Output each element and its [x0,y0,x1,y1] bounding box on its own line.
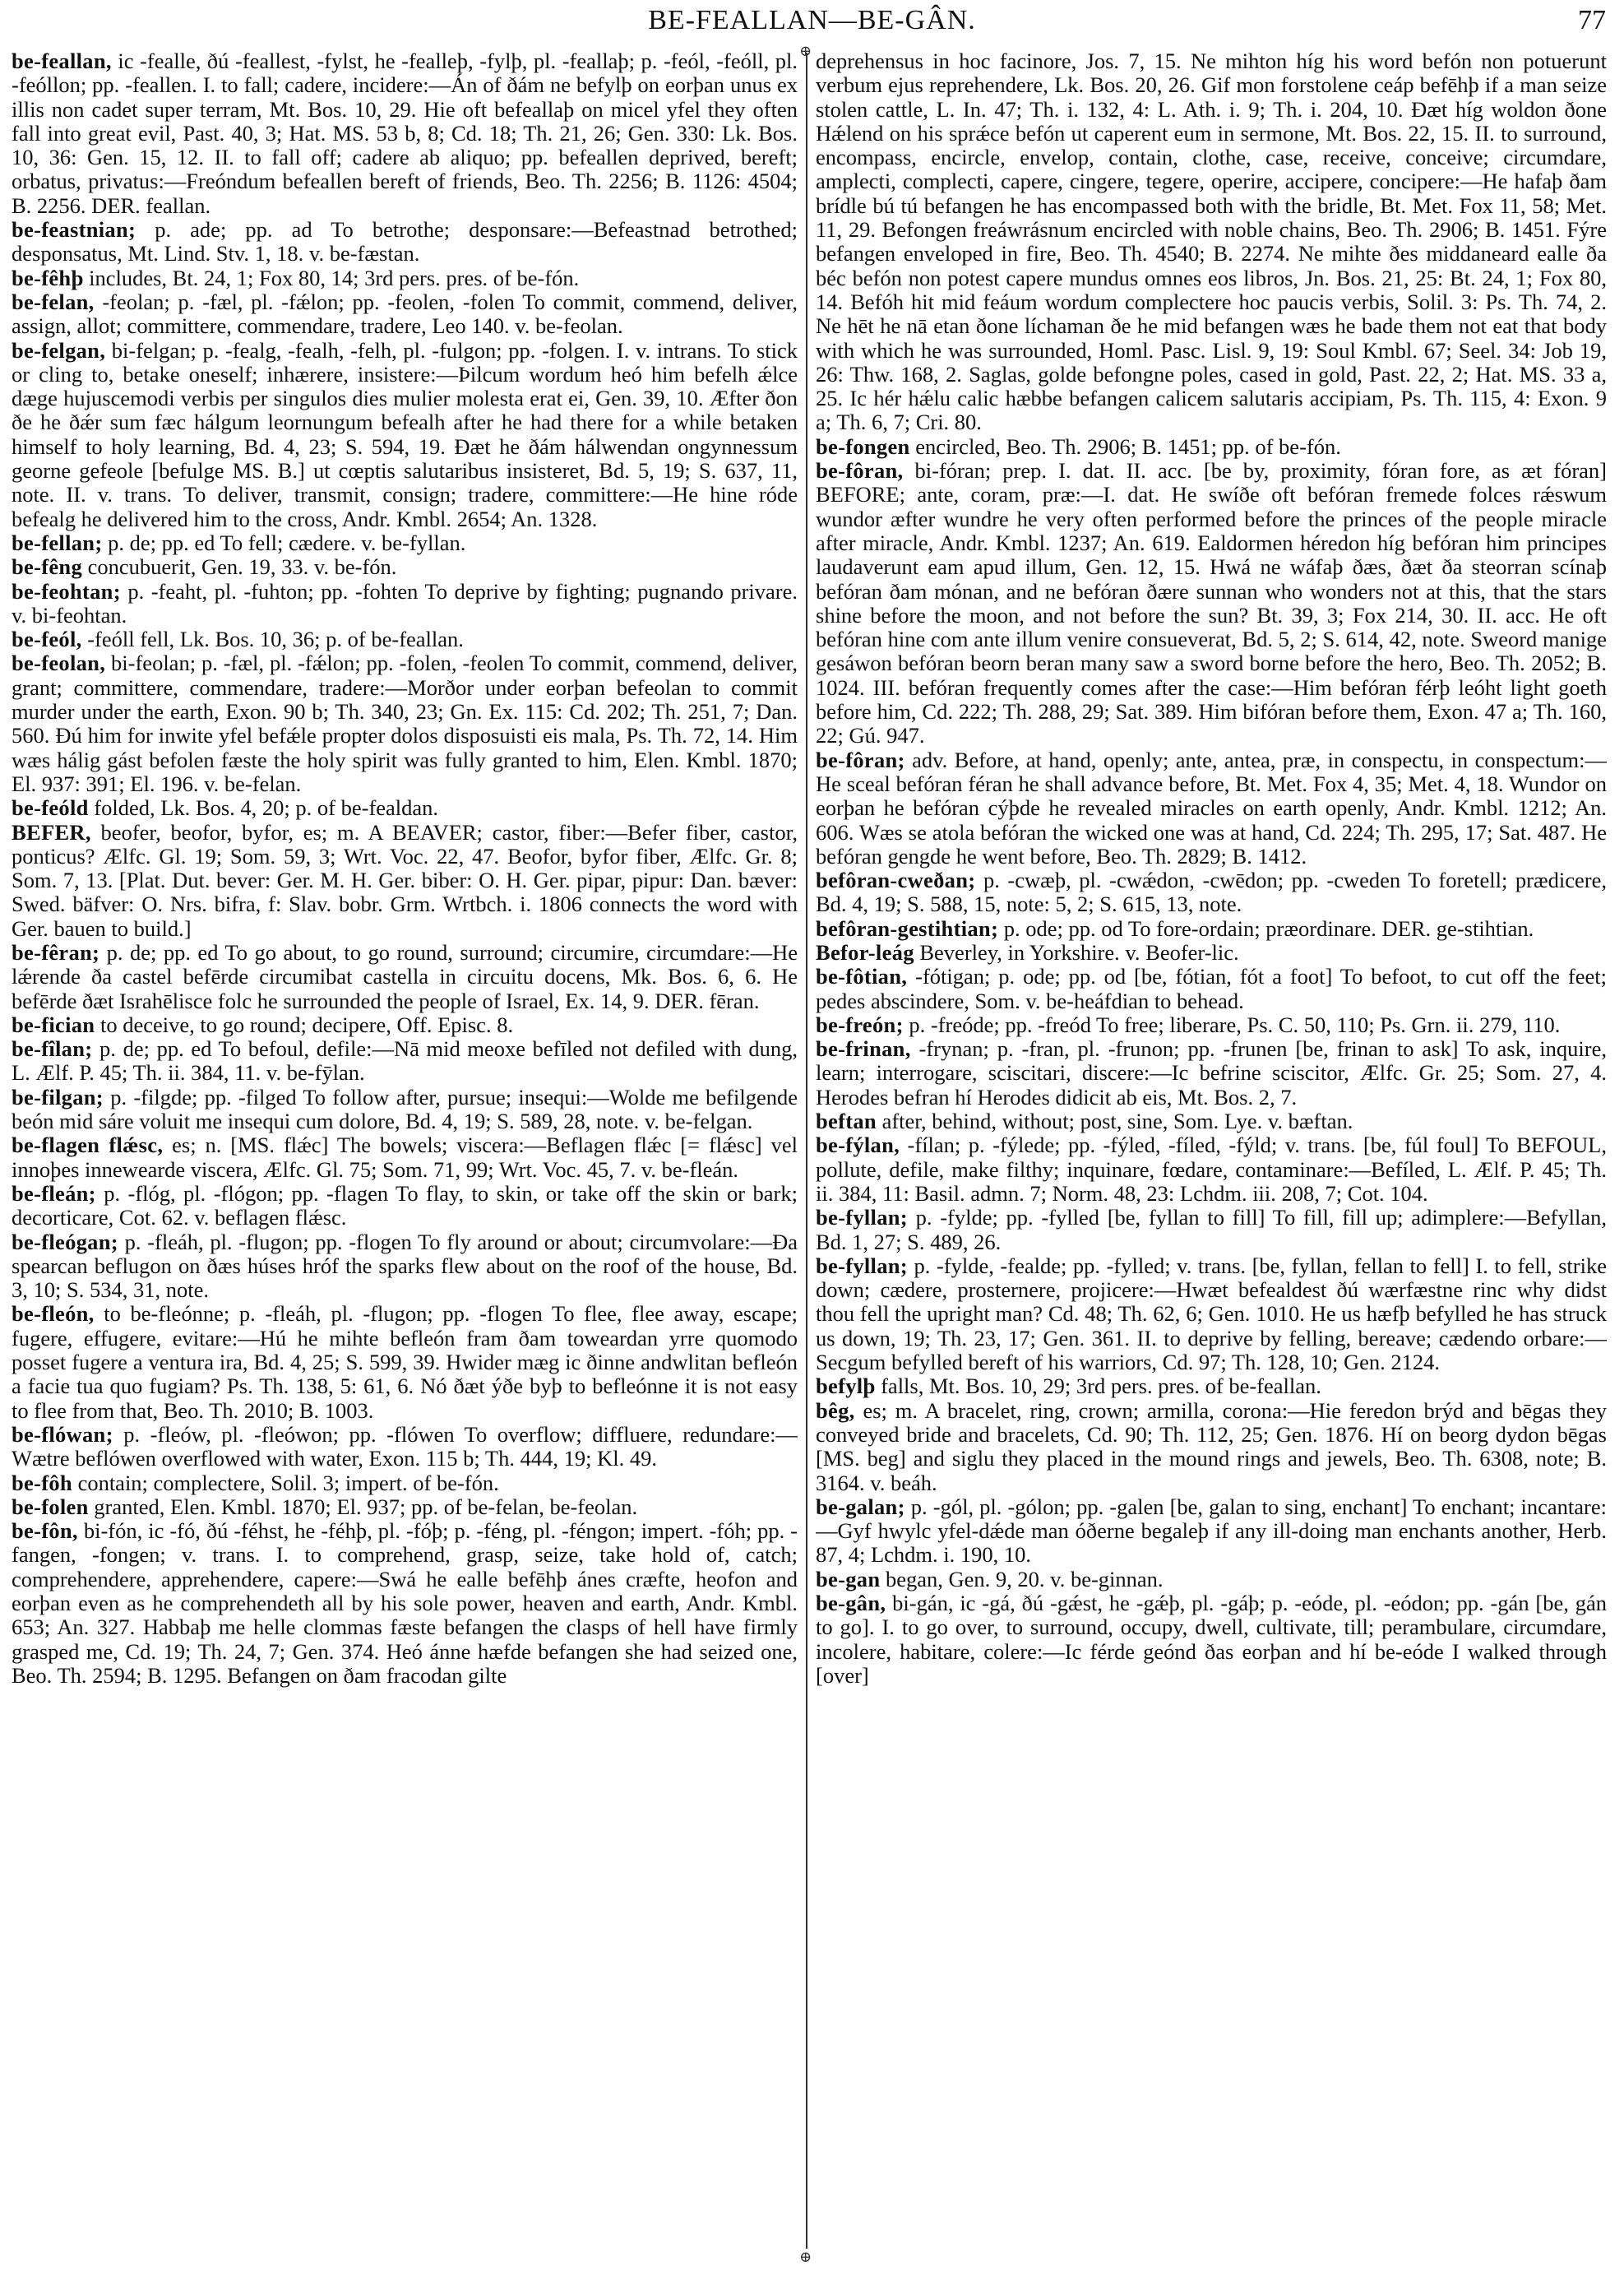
headword: Befor-leág [816,939,914,965]
headword: be-feallan, [12,49,112,73]
entry-text: p. ade; pp. ad To betrothe; desponsare:—Befeastnad betrothed; desponsatus, Mt. Lind. Stv. 1, 18. v. be-fæstan. [12,217,798,266]
entry-text: -frynan; p. -fran, pl. -frunon; pp. -frunen [be, frinan to ask] To ask, inquire, learn; interrogare, sciscitari, discere:—Ic befrine sciscitor, Ælfc. Gr. 25; Som. 27, 4. Herodes befran hí Herodes didicit ab eis, Mt. Bos. 2, 7. [816,1036,1607,1110]
headword: be-feastnian; [12,217,136,243]
entry-text: p. de; pp. ed To fell; cædere. v. be-fyllan. [102,530,466,555]
dictionary-entry [816,748,1607,869]
headword: be-folen [12,1494,89,1519]
headword: be-flówan; [12,1421,113,1447]
dictionary-entry [12,941,798,1013]
entry-text: bi-fón, ic -fó, ðú -féhst, he -féhþ, pl. -fóþ; p. -féng, pl. -féngon; impert. -fóh; pp. -fangen, -fongen; v. trans. I. to comprehend, grasp, seize, take hold of, catch; comprehendere, apprehendere, capere:—Swá he ealle befēhþ ánes cræfte, heofon and eorþan even as he comprehendeth all by his sole power, heaven and earth, Andr. Kmbl. 653; An. 327. Habbaþ me helle clommas fæste befangen the clasps of hell have firmly grasped me, Cd. 19; Th. 24, 7; Gen. 374. Heó ánne hæfde befangen she had seized one, Beo. Th. 2594; B. 1295. Befangen on ðam fracodan gilte [12,1518,798,1688]
entry-text: p. -fylde, -fealde; pp. -fylled; v. trans. [be, fyllan, fellan to fell] I. to fell, strike down; cædere, prosternere, projicere:—Hwæt befealdest ðú wærfæstne rinc why didst thou fell the upright man? Cd. 48; Th. 62, 6; Gen. 1010. He us hæfþ befylled he has struck us down, 19; Th. 23, 17; Gen. 361. II. to deprive by felling, bereave; cædendo orbare:—Secgum befylled bereft of his warriors, Cd. 97; Th. 128, 10; Gen. 2124. [816,1253,1607,1375]
dictionary-entry [816,1399,1607,1495]
dictionary-entry [816,869,1607,917]
entry-text: to be-fleónne; p. -fleáh, pl. -flugon; pp. -flogen To flee, flee away, escape; fugere, effugere, evitare:—Hú he mihte befleón fram ðam toweardan yrre quomodo posset fugere a ventura ira, Bd. 4, 25; S. 599, 39. Hwider mæg ic ðinne andwlitan befleón a facie tua quo fugiam? Ps. Th. 138, 5: 61, 6. Nó ðæt ýðe byþ to befleónne it is not easy to flee from that, Beo. Th. 2010; B. 1003. [12,1301,798,1423]
page-header [0,5,1624,38]
headword: be-feól, [12,627,82,652]
entry-text: bi-felgan; p. -fealg, -fealh, -felh, pl. -fulgon; pp. -folgen. I. v. intrans. To stick or cling to, betake oneself; inhærere, insistere:—Þilcum wordum heó him befelh ǽlce dæge hujuscemodi verbis per singulos dies mulier molesta erat ei, Gen. 39, 10. Æfter ðon ðe he ðǽr sum fæc hálgum leornungum befealh after he had there for a while betaken himself to holy learning, Bd. 4, 23; S. 594, 19. Ðæt he ðám hálwendan ongynnessum georne gefeole [befulge MS. B.] ut cœptis salutaribus insisteret, Bd. 5, 19; S. 637, 11, note. II. v. trans. To deliver, transmit, consign; tradere, committere:—He hine róde befealg he delivered him to the cross, Andr. Kmbl. 2654; An. 1328. [12,337,798,531]
entry-text: p. -freóde; pp. -freód To free; liberare, Ps. C. 50, 110; Ps. Grn. ii. 279, 110. [903,1012,1561,1037]
headword: be-gân, [816,1591,886,1615]
entry-text: p. -fylde; pp. -fylled [be, fyllan to fill] To fill, fill up; adimplere:—Befyllan, Bd. 1, 27; S. 489, 26. [816,1205,1607,1254]
entry-text: adv. Before, at hand, openly; ante, antea, præ, in conspectu, in conspectum:—He sceal befóran féran he shall advance before, Bt. Met. Fox 4, 35; Met. 4, 18. Wundor on eorþan he befóran cýþde he revealed miracles on earth openly, Andr. Kmbl. 1212; An. 606. Wæs se atola befóran the wicked one was at hand, Cd. 224; Th. 295, 17; Sat. 487. He befóran gengde he went before, Beo. Th. 2829; B. 1412. [816,747,1607,869]
headword: be-felgan, [12,337,106,363]
headword: be-fleán; [12,1180,96,1206]
entry-text: bi-gán, ic -gá, ðú -gǽst, he -gǽþ, pl. -gáþ; p. -eóde, pl. -eódon; pp. -gán [be, gán to go]. I. to go over, to surround, occupy, dwell, cultivate, till; perambulare, circumdare, incolere, habitare, colere:—Ic férde geónd ðas eorþan and hí be-eóde I walked through [over] [816,1591,1607,1688]
entry-text: p. -flóg, pl. -flógon; pp. -flagen To flay, to skin, or take off the skin or bark; decorticare, Cot. 62. v. beflagen flǽsc. [12,1180,798,1230]
entry-text: falls, Mt. Bos. 10, 29; 3rd pers. pres. of be-feallan. [875,1374,1321,1399]
dictionary-entry [12,1302,798,1422]
dictionary-entry [12,531,798,555]
entry-text: ic -fealle, ðú -feallest, -fylst, he -fealleþ, -fylþ, pl. -feallaþ; p. -feól, -feóll, pl. -feóllon; pp. -feallen. I. to fall; cadere, incidere:—Án of ðám ne befylþ on eorþan unus ex illis non cadet super terram, Mt. Bos. 10, 29. Hie oft befeallaþ on micel yfel they often fall into great evil, Past. 40, 3; Hat. MS. 53 b, 8; Cd. 18; Th. 21, 26; Gen. 330: Lk. Bos. 10, 36: Gen. 15, 12. II. to fall off; cadere ab aliquo; pp. befeallen deprived, bereft; orbatus, privatus:—Freóndum befeallen bereft of friends, Beo. Th. 2256; B. 1126: 4504; B. 2256. DER. feallan. [12,49,798,218]
headword: bêg, [816,1397,855,1423]
dictionary-entry [12,266,798,290]
entry-text: p. de; pp. ed To befoul, defile:—Nā mid meoxe befīled not defiled with dung, L. Ælf. P. 45; Th. ii. 384, 11. v. be-fȳlan. [12,1036,798,1086]
dictionary-entry [12,49,798,218]
entry-text: -feolan; p. -fæl, pl. -fǽlon; pp. -feolen, -folen To commit, commend, deliver, assign, allot; committere, commendare, tradere, Leo 140. v. be-feolan. [12,289,798,339]
entry-text: p. -gól, pl. -gólon; pp. -galen [be, galan to sing, enchant] To enchant; incantare:—Gyf hwylc yfel-dǽde man óðerne begaleþ if any ill-doing man enchants another, Herb. 87, 4; Lchdm. i. 190, 10. [816,1494,1607,1568]
dictionary-entry [816,1568,1607,1591]
headword: be-fôran; [816,747,905,772]
headword: be-fician [12,1012,95,1037]
entry-text: bi-fóran; prep. I. dat. II. acc. [be by, proximity, fóran fore, as æt fóran] BEFORE; ante, coram, præ:—I. dat. He swíðe oft befóran fremede folces rǽswum wundor æfter wundre he very often performed before the princes of the people miracle after miracle, Andr. Kmbl. 1237; An. 619. Ealdormen héredon híg befóran him principes laudaverunt eam apud illum, Gen. 12, 15. Hwá ne wáfaþ ðæs, ðæt ða steorran scínaþ befóran ðam mónan, and ne befóran ðære sunnan who wonders not at this, that the stars shine before the moon, and not before the sun? Bt. 39, 3; Fox 214, 30. II. acc. He oft befóran hine com ante illum venire consueverat, Bd. 5, 2; S. 614, 42, note. Sweord manige gesáwon befóran beorn beran many saw a sword borne before the hero, Beo. Th. 2052; B. 1024. III. befóran frequently comes after the case:—Him befóran férþ leóht light goeth before him, Cd. 222; Th. 288, 29; Sat. 389. Him bifóran before them, Exon. 47 a; Th. 160, 22; Gú. 947. [816,458,1607,748]
entry-text: p. -feaht, pl. -fuhton; pp. -fohten To deprive by fighting; pugnando privare. v. bi-feohtan. [12,578,798,628]
dictionary-entry [816,941,1607,965]
entry-text: deprehensus in hoc facinore, Jos. 7, 15. Ne mihton híg his word befón non potuerunt verbum ejus reprehendere, Lk. Bos. 20, 26. Gif mon forstolene ceáp befēhþ if a man seize stolen cattle, L. In. 47; Th. i. 132, 4: L. Ath. i. 9; Th. i. 204, 10. Ðæt híg woldon ðone Hǽlend on his sprǽce befón ut caperent eum in sermone, Mt. Bos. 22, 15. II. to surround, encompass, encircle, envelop, contain, clothe, case, receive, conceive; circumdare, amplecti, complecti, capere, cingere, tegere, operire, accipere, concipere:—He hafaþ ðam brídle bú tú befangen he has encompassed both with the bridle, Bt. Met. Fox 11, 58; Met. 11, 29. Befongen freáwrásnum encircled with noble chains, Beo. Th. 2906; B. 1451. Fýre befangen enveloped in fire, Beo. Th. 4540; B. 2274. Ne mihte ðes middaneard ealle ða béc befón non potest capere mundus omnes eos libros, Jn. Bos. 21, 25: Bt. 24, 1; Fox 80, 14. Befóh hit mid feáum wordum complectere hoc paucis verbis, Solil. 3: Ps. Th. 74, 2. Ne hēt he nā etan ðone líchaman ðe he mid befangen wæs he bade them not eat that body with which he was surrounded, Homl. Pasc. Lisl. 9, 19: Soul Kmbl. 67; Seel. 34: Job 19, 26: Thw. 168, 2. Saglas, golde befongne poles, cased in gold, Past. 22, 2; Hat. MS. 33 a, 25. Ic hér hǽlu calic hæbbe befangen calicem salutaris accipiam, Ps. Th. 115, 4: Exon. 9 a; Th. 6, 7; Cri. 80. [816,49,1607,435]
entry-text: -feóll fell, Lk. Bos. 10, 36; p. of be-feallan. [81,627,464,652]
dictionary-entry [816,917,1607,941]
headword: befôran-gestihtian; [816,915,999,941]
entry-text: p. -cwæþ, pl. -cwǽdon, -cwēdon; pp. -cweden To foretell; prædicere, Bd. 4, 19; S. 588, 15, note: 5, 2; S. 615, 13, note. [816,868,1607,917]
dictionary-entry [12,290,798,339]
dictionary-entry [12,796,798,820]
entry-text: p. de; pp. ed To go about, to go round, surround; circumire, circumdare:—He lǽrende ða castel befērde circumibat castella in circuitu docens, Mk. Bos. 6, 6. He befērde ðæt Israhēlisce folc he surrounded the people of Israel, Ex. 14, 9. DER. fēran. [12,939,798,1013]
entry-text: beofer, beofor, byfor, es; m. A BEAVER; castor, fiber:—Befer fiber, castor, ponticus? Ælfc. Gl. 19; Som. 59, 3; Wrt. Voc. 22, 47. Beofor, byfor fiber, Ælfc. Gr. 8; Som. 7, 13. [Plat. Dut. bever: Ger. M. H. Ger. biber: O. H. Ger. pipar, pipur: Dan. bæver: Swed. bäfver: O. Nrs. bifra, f: Slav. bobr. Grm. Wrtbch. i. 1806 connects the word with Ger. bauen to build.] [12,819,798,941]
headword: be-fêng [12,554,82,580]
entry-text: -fótigan; p. ode; pp. od [be, fótian, fót a foot] To befoot, to cut off the feet; pedes abscindere, Som. v. be-heáfdian to behead. [816,964,1607,1013]
headword: be-fôn, [12,1518,78,1544]
dictionary-entry [816,1206,1607,1254]
entry-text: after, behind, without; post, sine, Som. Lye. v. bæftan. [876,1109,1353,1134]
headword: be-fôh [12,1470,72,1495]
entry-text: concubuerit, Gen. 19, 33. v. be-fón. [82,554,397,580]
divider-ornament-bottom: ⊕ [799,2249,812,2265]
entry-text: Beverley, in Yorkshire. v. Beofer-lic. [914,939,1239,965]
dictionary-entry [12,1471,798,1495]
dictionary-entry [12,218,798,266]
dictionary-entry [816,435,1607,459]
headword: be-fêran; [12,939,100,965]
headword: be-fîlan; [12,1036,93,1062]
dictionary-entry [816,1254,1607,1374]
dictionary-entry [12,555,798,579]
dictionary-entry [816,1133,1607,1206]
headword: be-fýlan, [816,1133,900,1158]
entry-text: includes, Bt. 24, 1; Fox 80, 14; 3rd pers. pres. of be-fón. [83,265,580,290]
headword: be-fôtian, [816,964,908,989]
dictionary-entry [12,339,798,531]
column-divider [806,53,807,2249]
right-column [816,49,1607,2262]
entry-text: -fílan; p. -fýlede; pp. -fýled, -fíled, -fýld; v. trans. [be, fúl foul] To BEFOUL, pollute, defile, make filthy; inquinare, fœdare, contaminare:—Befíled, L. Ælf. P. 45; Th. ii. 384, 11: Basil. admn. 7; Norm. 48, 23: Lchdm. iii. 208, 7; Cot. 104. [816,1133,1607,1206]
headword: beftan [816,1109,877,1134]
entry-text: p. -fleáh, pl. -flugon; pp. -flogen To fly around or about; circumvolare:—Ða spearcan beflugon on ðæs húses hróf the sparks flew about on the roof of the house, Bd. 3, 10; S. 534, 31, note. [12,1229,798,1303]
entry-text: to deceive, to go round; decipere, Off. Episc. 8. [95,1012,514,1037]
entry-text: folded, Lk. Bos. 4, 20; p. of be-fealdan. [88,795,439,821]
dictionary-entry [816,459,1607,748]
headword: be-feóld [12,795,89,821]
dictionary-entry [816,1013,1607,1037]
entry-text: encircled, Beo. Th. 2906; B. 1451; pp. of be-fón. [909,433,1341,459]
running-title: BE-FEALLAN—BE-GÂN. [648,5,976,35]
left-column [12,49,798,2262]
headword: be-fellan; [12,530,103,555]
dictionary-entry [816,1110,1607,1133]
dictionary-entry [12,1086,798,1134]
headword: befylþ [816,1374,876,1399]
headword: be-feohtan; [12,578,121,604]
dictionary-entry [816,1037,1607,1110]
dictionary-entry [816,1374,1607,1398]
dictionary-entry [12,580,798,628]
dictionary-entry [12,1182,798,1230]
dictionary-entry [12,1037,798,1086]
entry-text: p. -fleów, pl. -fleówon; pp. -flówen To overflow; diffluere, redundare:—Wætre beflówen overflowed with water, Exon. 115 b; Th. 444, 19; Kl. 49. [12,1421,798,1471]
headword: be-feolan, [12,651,106,676]
entry-text: es; n. [MS. flǽc] The bowels; viscera:—Beflagen flǽc [= flǽsc] vel innoþes innewearde viscera, Ælfc. Gl. 75; Som. 71, 99; Wrt. Voc. 45, 7. v. be-fleán. [12,1133,798,1182]
dictionary-entry [12,628,798,651]
entry-text: p. -filgde; pp. -filged To follow after, pursue; insequi:—Wolde me befilgende beón mid sáre voluit me insequi cum dolore, Bd. 4, 19; S. 589, 28, note. v. be-felgan. [12,1084,798,1134]
headword: BEFER, [12,819,91,845]
headword: be-felan, [12,289,95,314]
headword: be-fongen [816,433,910,459]
entry-text: bi-feolan; p. -fæl, pl. -fǽlon; pp. -folen, -feolen To commit, commend, deliver, grant; committere, commendare, tradere:—Morðor under eorþan befeolan to commit murder under the earth, Exon. 90 b; Th. 340, 23; Gn. Ex. 115: Cd. 202; Th. 251, 7; Dan. 560. Ðú him for inwite yfel befǽle propter dolos disposuisti eis mala, Ps. Th. 72, 14. Him wæs hálig gást befolen fæste the holy spirit was fully granted to him, Elen. Kmbl. 1870; El. 937: 391; El. 196. v. be-felan. [12,651,798,796]
page-number: 77 [1578,5,1606,35]
dictionary-entry [12,1495,798,1519]
headword: be-filgan; [12,1084,104,1110]
headword: befôran-cweðan; [816,868,976,893]
dictionary-entry [12,1230,798,1303]
entry-text: contain; complectere, Solil. 3; impert. of be-fón. [72,1470,499,1495]
headword: be-freón; [816,1012,904,1037]
entry-text: p. ode; pp. od To fore-ordain; præordinare. DER. ge-stihtian. [998,915,1534,941]
entry-text: granted, Elen. Kmbl. 1870; El. 937; pp. of be-felan, be-feolan. [88,1494,638,1519]
headword: be-fleón, [12,1301,95,1327]
dictionary-entry [816,49,1607,435]
dictionary-entry [12,1519,798,1688]
dictionary-entry [12,821,798,941]
headword: be-galan; [816,1494,905,1519]
dictionary-entry [12,1013,798,1037]
entry-text: es; m. A bracelet, ring, crown; armilla, corona:—Hie feredon brýd and bēgas they conveyed bride and bracelets, Cd. 90; Th. 112, 25; Gen. 1876. Hí on beorg dydon bēgas [MS. beg] and siglu they placed in the mound rings and jewels, Beo. Th. 6308, note; B. 3164. v. beáh. [816,1397,1607,1495]
headword: be-fêhþ [12,265,84,290]
headword: be-flagen flǽsc, [12,1133,164,1158]
dictionary-entry [816,1591,1607,1688]
headword: be-fyllan; [816,1253,908,1278]
entry-text: began, Gen. 9, 20. v. be-ginnan. [880,1566,1164,1591]
divider-ornament-top: ⊕ [799,43,812,59]
dictionary-entry [12,1133,798,1182]
dictionary-entry [12,1423,798,1471]
headword: be-fyllan; [816,1205,908,1230]
headword: be-fôran, [816,458,904,484]
dictionary-entry [816,965,1607,1013]
dictionary-entry [816,1495,1607,1568]
headword: be-gan [816,1566,881,1591]
dictionary-entry [12,651,798,796]
headword: be-fleógan; [12,1229,118,1254]
headword: be-frinan, [816,1036,911,1062]
